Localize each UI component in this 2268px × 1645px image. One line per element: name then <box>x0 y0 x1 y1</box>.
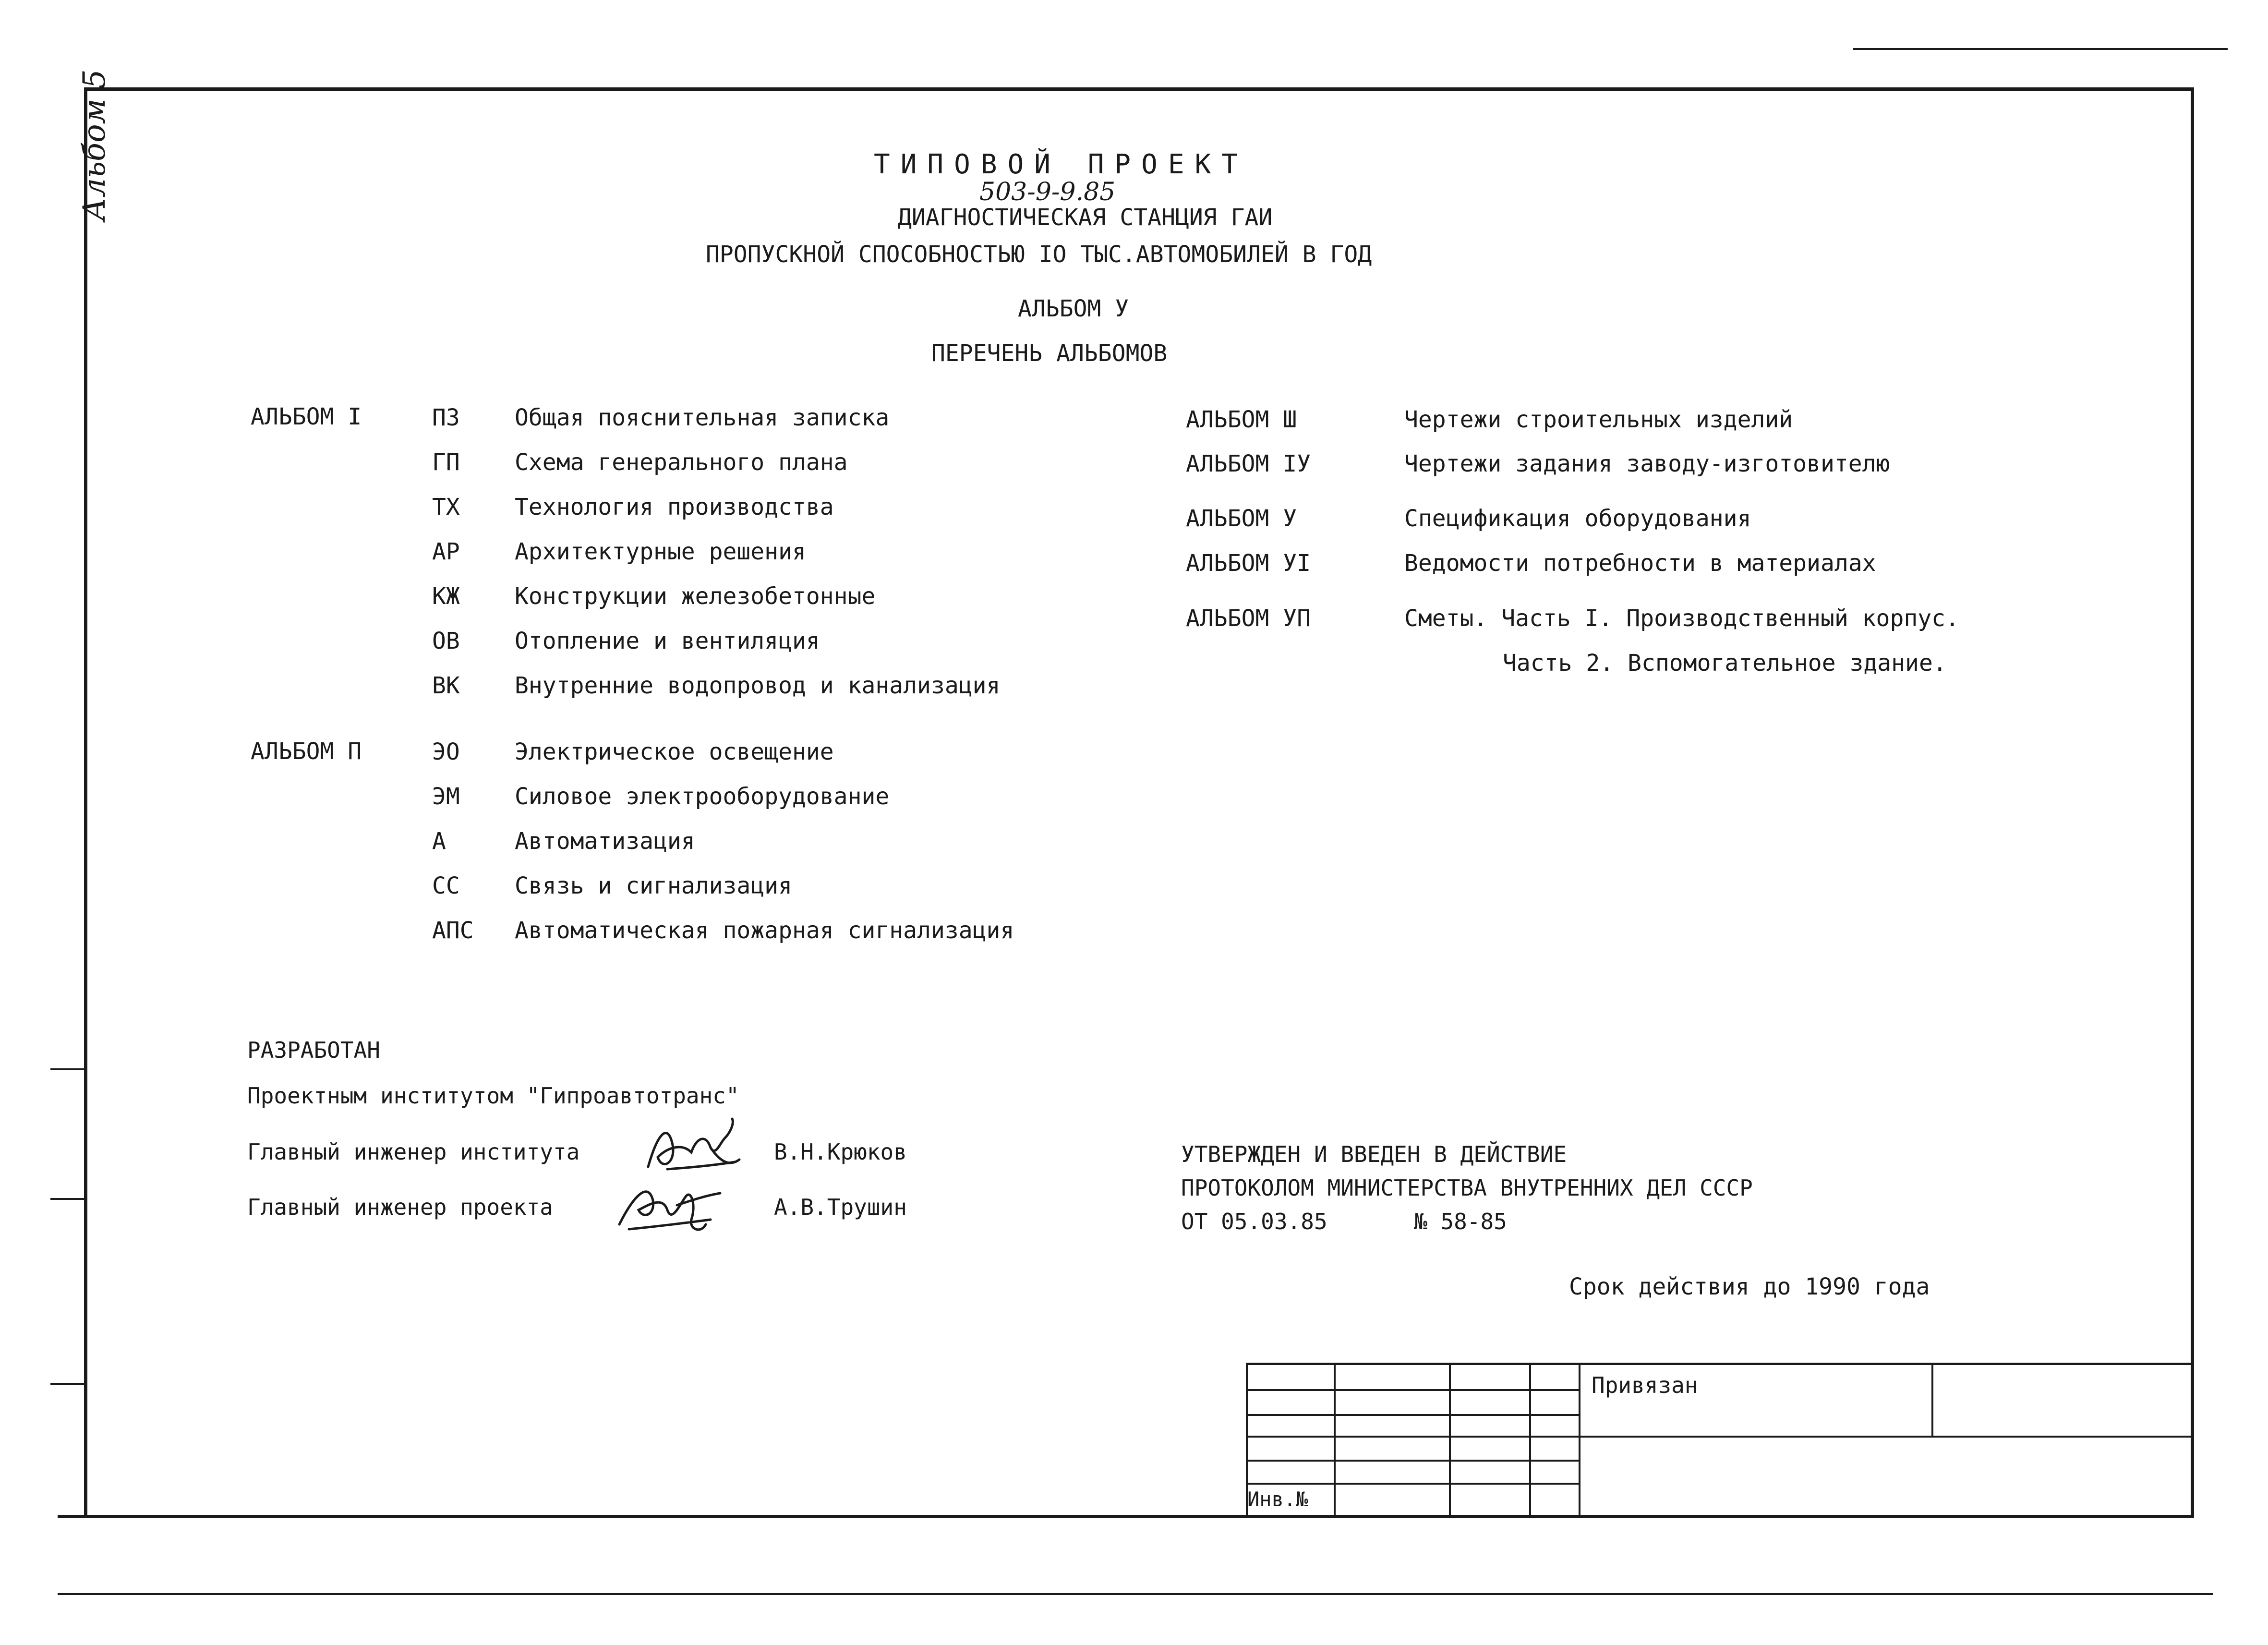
album-1-code: ПЗ <box>432 404 460 431</box>
album-2-desc: Силовое электрооборудование <box>515 783 890 810</box>
approved-number: № 58-85 <box>1414 1209 1507 1234</box>
album-2-desc: Автоматизация <box>515 828 695 855</box>
tb-hline-5 <box>1246 1483 1580 1485</box>
developed-institute: Проектным институтом "Гипроавтотранс" <box>247 1083 739 1109</box>
tb-vline-2 <box>1449 1363 1451 1516</box>
album-2-code: ЭМ <box>432 783 460 810</box>
binding-tick-3 <box>50 1383 85 1385</box>
album-1-desc: Отопление и вентиляция <box>515 628 820 654</box>
side-note: Альбом 5 <box>77 69 112 221</box>
project-name-line2: ПРОПУСКНОЙ СПОСОБНОСТЬЮ IO ТЫС.АВТОМОБИЛЕЙ В ГОД <box>706 241 1372 268</box>
project-name-line1: ДИАГНОСТИЧЕСКАЯ СТАНЦИЯ ГАИ <box>898 204 1273 231</box>
album-2-code: А <box>432 828 446 855</box>
frame-right <box>2191 87 2194 1518</box>
album-7-desc-part2: Часть 2. Вспомогательное здание. <box>1503 650 1947 677</box>
album-1-code: ВК <box>432 672 460 699</box>
approved-line2: ПРОТОКОЛОМ МИНИСТЕРСТВА ВНУТРЕННИХ ДЕЛ СССР <box>1181 1175 1753 1201</box>
album-4-desc: Чертежи задания заводу-изготовителю <box>1404 450 1890 477</box>
binding-tick-1 <box>50 1068 85 1070</box>
album-1-code: ТХ <box>432 494 460 520</box>
binding-tick-2 <box>50 1198 85 1200</box>
signature-chief-project <box>610 1167 725 1244</box>
album-4-label: АЛЬБОМ IУ <box>1186 450 1311 477</box>
album-1-desc: Технология производства <box>515 494 834 520</box>
frame-bottom <box>58 1515 2194 1518</box>
album-2-code: СС <box>432 872 460 899</box>
tb-vline-5 <box>1931 1363 1933 1436</box>
inventory-label: Инв.№ <box>1247 1488 1308 1511</box>
album-2-desc: Автоматическая пожарная сигнализация <box>515 917 1014 944</box>
album-number: АЛЬБОМ У <box>1018 295 1129 322</box>
album-1-code: ГП <box>432 449 460 476</box>
album-6-desc: Ведомости потребности в материалах <box>1404 550 1876 577</box>
frame-left <box>84 87 87 1518</box>
album-6-label: АЛЬБОМ УI <box>1186 550 1311 577</box>
album-1-desc: Архитектурные решения <box>515 538 806 565</box>
album-7-label: АЛЬБОМ УП <box>1186 605 1311 632</box>
album-2-label: АЛЬБОМ П <box>251 738 362 765</box>
project-code: 503-9-9.85 <box>979 178 1116 206</box>
approved-date: ОТ 05.03.85 <box>1181 1209 1327 1234</box>
album-5-desc: Спецификация оборудования <box>1404 505 1751 532</box>
album-7-desc: Сметы. Часть I. Производственный корпус. <box>1404 605 1959 632</box>
approved-line1: УТВЕРЖДЕН И ВВЕДЕН В ДЕЙСТВИЕ <box>1181 1141 1567 1167</box>
bound-label: Привязан <box>1592 1372 1698 1398</box>
album-1-label: АЛЬБОМ I <box>251 403 362 430</box>
project-title: ТИПОВОЙ ПРОЕКТ <box>874 149 1249 180</box>
album-1-desc: Внутренние водопровод и канализация <box>515 672 1001 699</box>
album-2-desc: Электрическое освещение <box>515 738 834 765</box>
tb-hline-4 <box>1246 1460 1580 1462</box>
album-list-title: ПЕРЕЧЕНЬ АЛЬБОМОВ <box>931 340 1168 367</box>
frame-top <box>84 87 2194 91</box>
album-5-label: АЛЬБОМ У <box>1186 505 1297 532</box>
chief-institute-label: Главный инженер института <box>247 1139 580 1165</box>
developed-heading: РАЗРАБОТАН <box>247 1037 380 1063</box>
tb-vline-4 <box>1579 1363 1580 1516</box>
sheet-edge-top <box>1853 48 2228 50</box>
album-2-code: ЭО <box>432 738 460 765</box>
validity-note: Срок действия до 1990 года <box>1569 1273 1930 1300</box>
album-1-code: КЖ <box>432 583 460 610</box>
tb-hline-2 <box>1246 1414 1580 1416</box>
tb-top <box>1246 1363 2194 1365</box>
album-1-desc: Схема генерального плана <box>515 449 848 476</box>
sheet-edge-bottom <box>58 1593 2213 1595</box>
tb-hline-3 <box>1246 1436 2194 1438</box>
album-2-code: АПС <box>432 917 474 944</box>
album-3-label: АЛЬБОМ Ш <box>1186 406 1297 433</box>
album-1-code: ОВ <box>432 628 460 654</box>
chief-institute-name: В.Н.Крюков <box>774 1139 907 1165</box>
album-1-desc: Общая пояснительная записка <box>515 404 890 431</box>
tb-vline-3 <box>1529 1363 1531 1516</box>
tb-vline-1 <box>1334 1363 1336 1516</box>
album-3-desc: Чертежи строительных изделий <box>1404 406 1793 433</box>
tb-hline-1 <box>1246 1389 1580 1391</box>
album-2-desc: Связь и сигнализация <box>515 872 792 899</box>
album-1-desc: Конструкции железобетонные <box>515 583 876 610</box>
chief-project-label: Главный инженер проекта <box>247 1194 553 1220</box>
album-1-code: АР <box>432 538 460 565</box>
chief-project-name: А.В.Трушин <box>774 1194 907 1220</box>
